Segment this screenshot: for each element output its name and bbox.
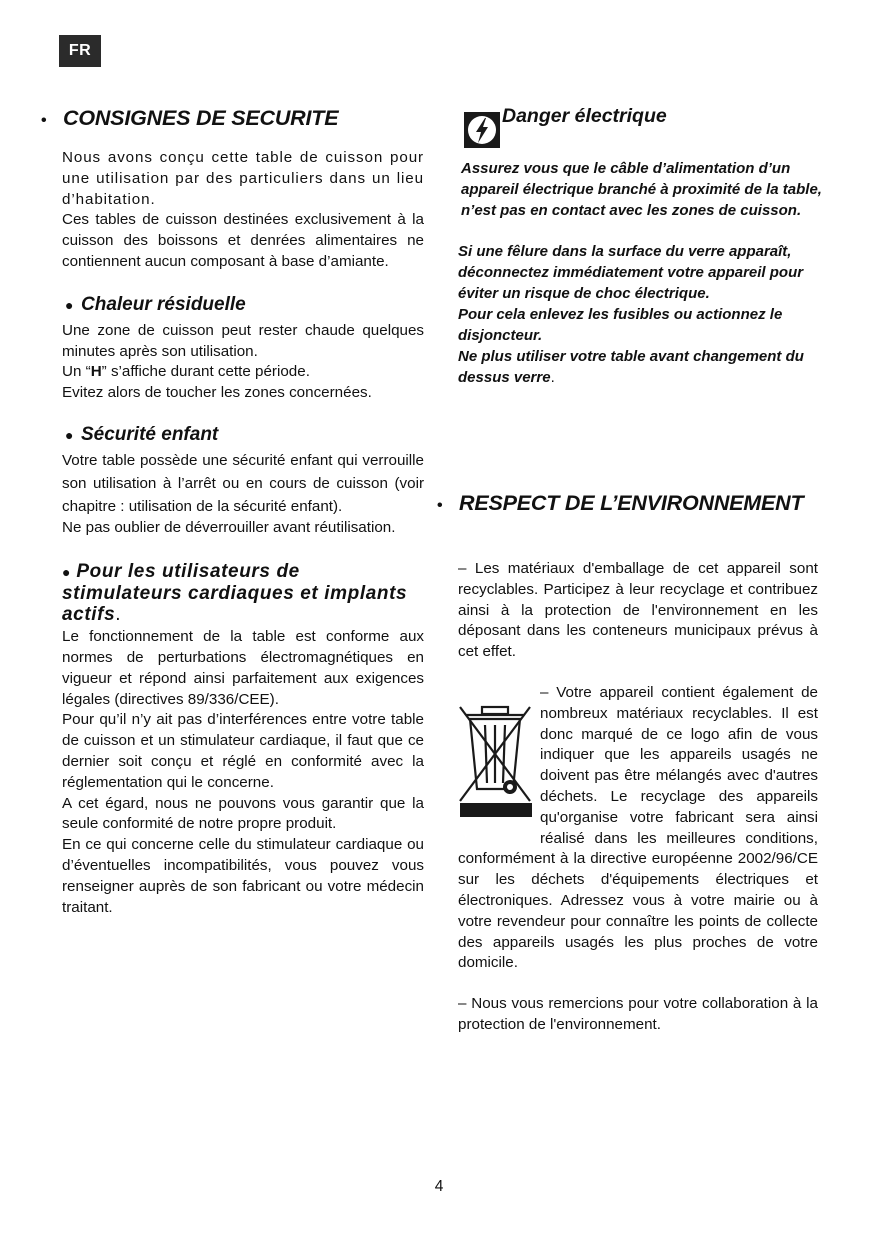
heading-bullet: • xyxy=(41,112,47,129)
residual-heat-text-1: Une zone de cuisson peut rester chaude quelques minutes après son utilisation. xyxy=(62,321,424,360)
environment-heading xyxy=(436,491,834,516)
right-column xyxy=(436,102,834,1036)
residual-heat-title-text: Chaleur résiduelle xyxy=(81,293,246,315)
intro-paragraph-2: Ces tables de cuisson destinées exclusivement à la cuisson des boissons et denrées alimentaires ne contiennent aucun composant à base d’amiante. xyxy=(62,211,424,270)
heading-bullet: • xyxy=(437,497,443,514)
pacemaker-text-1: Le fonctionnement de la table est conforme aux normes de perturbations électromagnétiques en vigueur et répond ainsi parfaitement aux exigences légales (directives 89/336/CEE). xyxy=(62,628,424,708)
safety-heading-text: CONSIGNES DE SECURITE xyxy=(63,106,339,130)
pacemaker-text-3: A cet égard, nous ne pouvons vous garantir que la seule conformité de notre propre produit. xyxy=(62,794,424,833)
pacemaker-title-text: Pour les utilisateurs de stimulateurs cardiaques et implants actifs xyxy=(62,561,408,626)
child-safety-text-1: Votre table possède une sécurité enfant qui verrouille son utilisation à l’arrêt ou en cours de cuisson (voir chapitre : utilisation de la sécurité enfant). xyxy=(62,451,424,515)
pacemaker-text-4: En ce qui concerne celle du stimulateur cardiaque ou d’éventuelles incompatibilités, vous pouvez vous renseigner auprès de son fabricant ou votre médecin traitant. xyxy=(62,836,424,916)
child-safety-title-text: Sécurité enfant xyxy=(81,423,219,445)
danger-warning-2 xyxy=(436,241,834,388)
danger-warning-crack: Si une fêlure dans la surface du verre apparaît, déconnectez immédiatement votre appareil pour éviter un risque de choc électrique. xyxy=(458,243,804,302)
electric-danger-header xyxy=(464,102,834,148)
child-safety-text-2: Ne pas oublier de déverrouiller avant réutilisation. xyxy=(62,519,396,537)
pacemaker-text-2: Pour qu’il n’y ait pas d’interférences entre votre table de cuisson et un stimulateur cardiaque, il faut que ce dernier soit conçu et réglé en conformité avec la réglementation qui le concerne. xyxy=(62,711,424,791)
safety-heading xyxy=(40,106,424,131)
safety-intro xyxy=(40,148,424,273)
danger-warning-fuses: Pour cela enlevez les fusibles ou actionnez le disjoncteur. xyxy=(458,306,783,344)
environment-heading-text: RESPECT DE L’ENVIRONNEMENT xyxy=(459,491,804,515)
pacemaker-title: ● Pour les utilisateurs de stimulateurs cardiaques et implants actifs. xyxy=(62,561,408,626)
page-number: 4 xyxy=(434,1178,444,1195)
language-badge: FR xyxy=(59,35,101,67)
danger-warning-1: Assurez vous que le câble d’alimentation d’un appareil électrique branché à proximité de la table, n’est pas en contact avec les zones de cuisson. xyxy=(461,160,822,219)
crossed-out-bin-icon xyxy=(458,703,532,817)
electric-hazard-icon xyxy=(464,112,500,148)
residual-heat-text-2: Un “H” s’affiche durant cette période. xyxy=(62,363,310,381)
pacemaker-section xyxy=(40,561,424,918)
residual-heat-title: ● Chaleur résiduelle xyxy=(65,293,246,315)
electric-danger-title: Danger électrique xyxy=(502,105,667,127)
danger-warning-replace: Ne plus utiliser votre table avant changement du dessus verre. xyxy=(458,348,804,386)
intro-paragraph-1: Nous avons conçu cette table de cuisson pour une utilisation par des particuliers dans un lieu d’habitation. xyxy=(62,149,424,208)
left-column xyxy=(40,106,424,918)
residual-heat-text-3: Evitez alors de toucher les zones concernées. xyxy=(62,384,372,402)
residual-heat-section xyxy=(40,294,424,404)
child-safety-title: ● Sécurité enfant xyxy=(65,423,219,445)
environment-recycling-text: – Votre appareil contient également de nombreux matériaux recyclables. Il est donc marqué de ce logo afin de vous indiquer que les appareils usagés ne doivent pas être mélangés avec d'autres déchets. Le recyclage des appareils qu'organise votre fabricant sera ainsi réalisé dans les meilleures conditions, conformément à la directive européenne 2002/96/CE sur les déchets d'équipements électriques et électroniques. Adressez vous à votre mairie ou à votre revendeur pour connaître les points de collecte des appareils usagés les plus proches de votre domicile. xyxy=(458,683,818,972)
environment-body xyxy=(436,559,818,1036)
environment-thanks-text: – Nous vous remercions pour votre collaboration à la protection de l'environnement. xyxy=(458,995,818,1033)
child-safety-section xyxy=(40,424,424,539)
weee-block xyxy=(458,683,818,974)
environment-packaging-text: – Les matériaux d'emballage de cet appareil sont recyclables. Participez à leur recyclage et contribuez ainsi à la protection de l'environnement en les déposant dans les conteneurs municipaux prévus à cet effet. xyxy=(458,560,818,661)
